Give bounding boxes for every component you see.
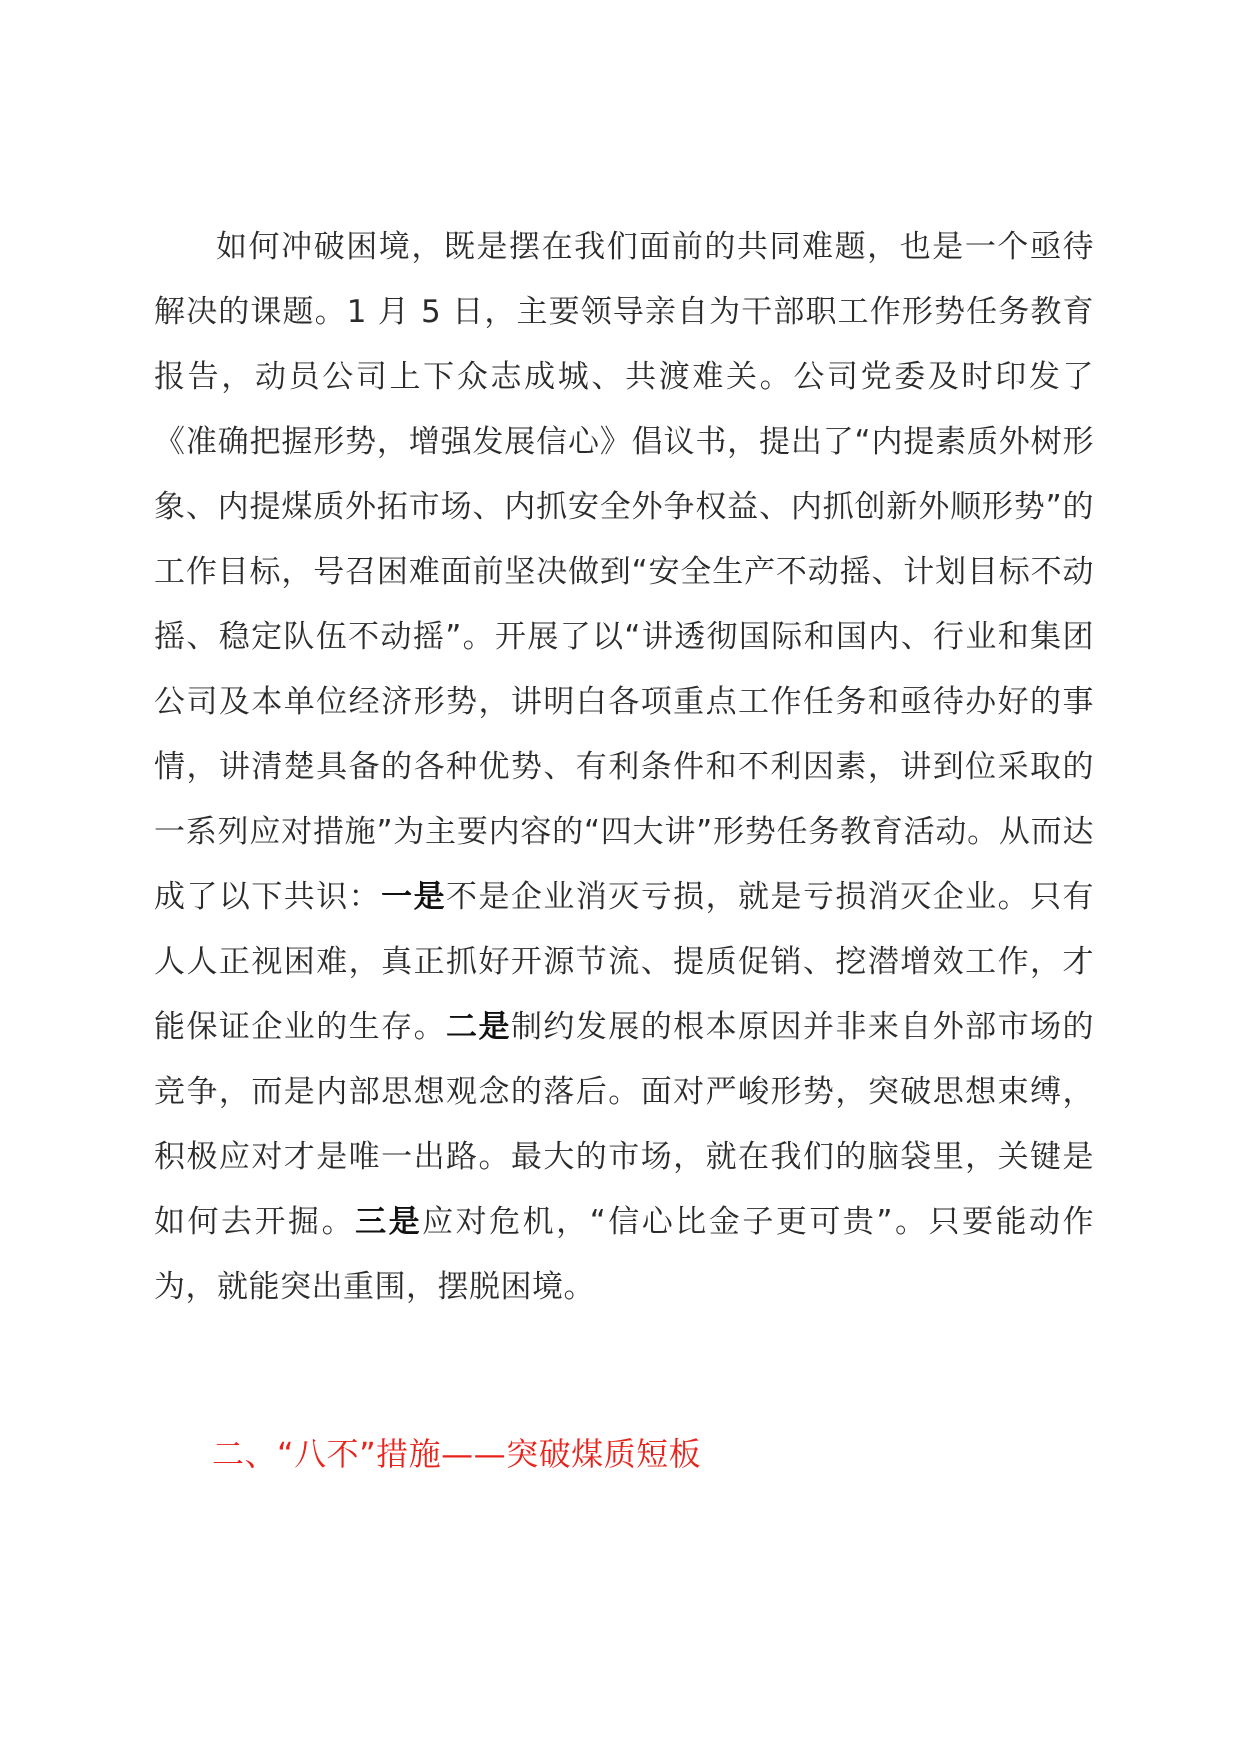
paragraph-text: 如何冲破困境，既是摆在我们面前的共同难题，也是一个亟待解决的课题。1 月 5 日，主要领导亲自为干部职工作形势任务教育报告，动员公司上下众志成城、共渡难关。公司党委及时印发了《准确把握形势，增强发展信心》倡议书，提出了“内提素质外树形象、内提煤质外拓市场、内抓安全外争权益、内抓创新外顺形势”的工作目标，号召困难面前坚决做到“安全生产不动摇、计划目标不动摇、稳定队伍不动摇”。开展了以“讲透彻国际和国内、行业和集团公司及本单位经济形势，讲明白各项重点工作任务和亟待办好的事情，讲清楚具备的各种优势、有利条件和不利因素，讲到位采取的一系列应对措施”为主要内容的“四大讲”形势任务教育活动。从而达成了以下共识： [154,229,1094,915]
emphasis-point-three: 三是 [355,1204,423,1240]
emphasis-point-one: 一是 [381,879,447,915]
paragraph-text: 制约发展的根本原因并非来自外部市场的竞争，而是内部思想观念的落后。面对严峻形势，突破思想束缚，积极应对才是唯一出路。最大的市场，就在我们的脑袋里，关键是如何去开掘。 [154,1009,1095,1240]
section-heading: 二、“八不”措施——突破煤质短板 [212,1435,702,1473]
emphasis-point-two: 二是 [446,1009,511,1045]
paragraph-text: 不是企业消灭亏损，就是亏损消灭企业。只有人人正视困难，真正抓好开源节流、提质促销、挖潜增效工作，才能保证企业的生存。 [154,879,1095,1045]
paragraph-text: 应对危机，“信心比金子更可贵”。只要能动作为，就能突出重围，摆脱困境。 [154,1204,1095,1305]
body-paragraph [154,215,1094,1320]
